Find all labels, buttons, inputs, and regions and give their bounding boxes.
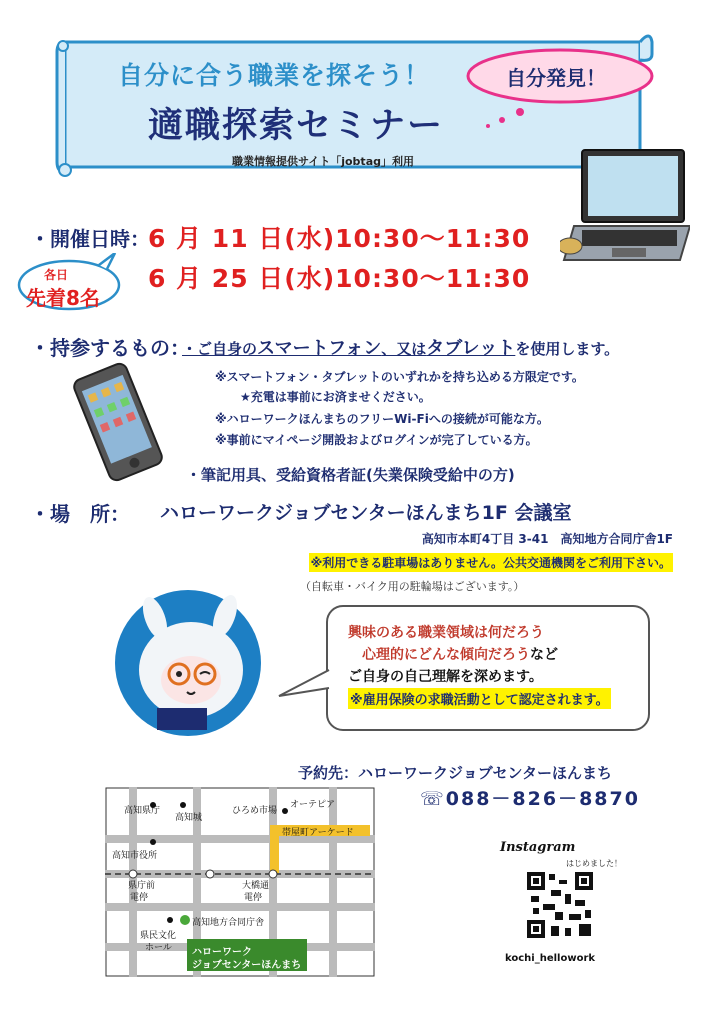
smartphone-icon: [68, 362, 168, 482]
map-label-ohashi: 大橋通: [242, 881, 270, 891]
note-4: ※事前にマイページ開設およびログインが完了している方。: [215, 433, 538, 447]
alpaca-mascot-icon: [103, 588, 273, 738]
note-3: ※ハローワークほんまちのフリーWi-Fiへの接続が可能な方。: [215, 412, 549, 426]
instagram-title: Instagram: [500, 840, 576, 855]
speech-line-2a: 心理的にどんな傾向だろう: [362, 647, 530, 663]
reservation-label: 予約先：ハローワークジョブセンターほんまち: [298, 764, 612, 782]
venue-label: ・場 所：: [30, 502, 130, 526]
bring-prefix: ・ご自身の: [182, 340, 258, 358]
bring-tablet: タブレット: [426, 338, 516, 359]
map-label-hirome: ひろめ市場: [232, 806, 278, 816]
badge-large-text: 先着8名: [26, 286, 100, 310]
map-label-bunka: 県民文化: [140, 931, 177, 941]
parking-notice: ※利用できる駐車場はありません。公共交通機関をご利用下さい。: [309, 553, 673, 572]
bring-suffix: を使用します。: [515, 340, 620, 358]
seminar-subtitle: 職業情報提供サイト「jobtag」利用: [232, 155, 414, 168]
instagram-greeting: はじめました！: [566, 859, 622, 868]
bring-extra: ・筆記用具、受給資格者証(失業保険受給中の方): [186, 466, 515, 484]
catch-copy: 自分に合う職業を探そう！: [118, 61, 431, 90]
reservation-phone[interactable]: ☏088－826－8870: [420, 788, 640, 810]
speech-line-4: ※雇用保険の求職活動として認定されます。: [348, 688, 611, 709]
map-label-kenchomae: 県庁前: [128, 881, 156, 891]
map-label-stop-1: 電停: [130, 893, 149, 903]
map-label-godochosha: 高知地方合同庁舎: [192, 918, 265, 928]
seminar-title: 適職探索セミナー: [148, 106, 445, 146]
bring-smartphone: スマートフォン: [257, 338, 382, 359]
map-label-kencho: 高知県庁: [124, 806, 161, 816]
bring-label: ・持参するもの：: [30, 336, 190, 360]
speech-line-2: [362, 644, 558, 664]
venue-address: 高知市本町4丁目 3-41 高知地方合同庁舎1F: [421, 532, 673, 546]
note-1: ※スマートフォン・タブレットのいずれかを持ち込める方限定です。: [215, 370, 584, 384]
venue-name: ハローワークジョブセンターほんまち1F 会議室: [160, 502, 572, 524]
bubble-text: 自分発見！: [506, 66, 606, 90]
bicycle-notice: （自転車・バイク用の駐輪場はございます。）: [300, 580, 525, 593]
laptop-icon: [560, 148, 690, 273]
map-label-otepia: オーテピア: [290, 800, 336, 810]
schedule-label: ・開催日時：: [30, 227, 150, 251]
map-label-stop-2: 電停: [244, 893, 263, 903]
note-2: ★充電は事前にお済ませください。: [240, 390, 431, 404]
map-label-hw: ハローワーク: [192, 947, 252, 958]
date-1: 6 月 11 日(水)10:30〜11:30: [148, 224, 531, 253]
qr-code-icon[interactable]: [525, 870, 595, 940]
date-2: 6 月 25 日(水)10:30〜11:30: [148, 264, 531, 293]
badge-small-text: 各日: [44, 268, 69, 282]
speech-line-2b: など: [530, 647, 558, 663]
instagram-handle: kochi_hellowork: [505, 953, 596, 964]
bring-main: [182, 334, 619, 360]
speech-line-3: ご自身の自己理解を深めます。: [348, 669, 543, 685]
speech-line-1: 興味のある職業領域は何だろう: [348, 625, 544, 641]
map-label-castle: 高知城: [175, 813, 203, 823]
bring-mid: 、又は: [381, 340, 427, 358]
map-label-hall: ホール: [145, 943, 172, 953]
map-label-arcade: 帯屋町アーケード: [282, 828, 354, 838]
map-label-hw-name: ジョブセンターほんまち: [192, 960, 302, 971]
map-label-cityhall: 高知市役所: [112, 851, 158, 861]
